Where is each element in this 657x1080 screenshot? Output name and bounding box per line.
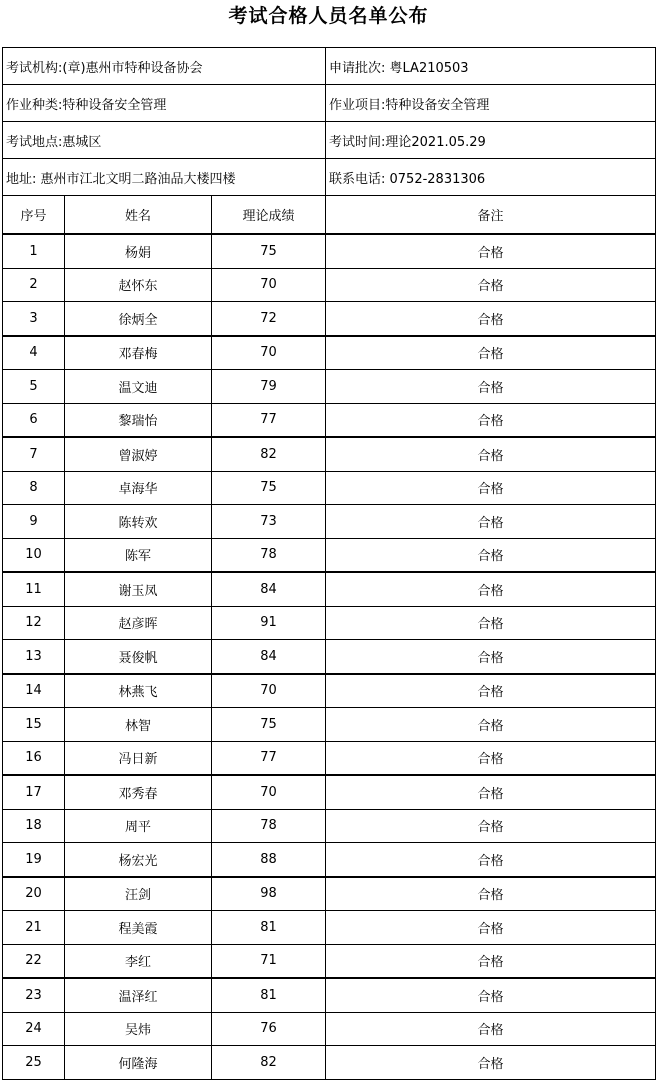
row-name-cell: 林燕飞 — [65, 674, 212, 708]
row-remark-cell: 合格 — [326, 775, 656, 809]
table-row — [3, 370, 656, 404]
work-type-cell: 作业种类:特种设备安全管理 — [3, 85, 326, 122]
info-row-3 — [3, 122, 656, 159]
row-seq-cell: 20 — [3, 877, 65, 911]
row-remark-cell: 合格 — [326, 843, 656, 877]
row-name-cell: 卓海华 — [65, 471, 212, 505]
table-row — [3, 505, 656, 539]
header-name: 姓名 — [65, 196, 212, 235]
page-title: 考试合格人员名单公布 — [228, 5, 429, 27]
row-score-cell: 75 — [212, 471, 326, 505]
row-seq-cell: 5 — [3, 370, 65, 404]
row-seq-cell: 2 — [3, 268, 65, 302]
row-name-cell: 林智 — [65, 708, 212, 742]
table-row — [3, 302, 656, 336]
table-row — [3, 775, 656, 809]
row-name-cell: 谢玉凤 — [65, 572, 212, 606]
row-name-cell: 周平 — [65, 809, 212, 843]
row-score-cell: 70 — [212, 775, 326, 809]
row-name-cell: 温泽红 — [65, 978, 212, 1012]
row-remark-cell: 合格 — [326, 505, 656, 539]
row-score-cell: 70 — [212, 336, 326, 370]
row-score-cell: 73 — [212, 505, 326, 539]
header-seq: 序号 — [3, 196, 65, 235]
row-remark-cell: 合格 — [326, 538, 656, 572]
table-row — [3, 640, 656, 674]
row-score-cell: 75 — [212, 234, 326, 268]
row-name-cell: 程美霞 — [65, 911, 212, 945]
row-score-cell: 72 — [212, 302, 326, 336]
row-remark-cell: 合格 — [326, 268, 656, 302]
phone-cell: 联系电话: 0752-2831306 — [326, 159, 656, 196]
row-seq-cell: 15 — [3, 708, 65, 742]
row-score-cell: 70 — [212, 268, 326, 302]
row-seq-cell: 1 — [3, 234, 65, 268]
row-remark-cell: 合格 — [326, 606, 656, 640]
row-name-cell: 吴炜 — [65, 1012, 212, 1046]
table-row — [3, 403, 656, 437]
row-seq-cell: 7 — [3, 437, 65, 471]
exam-location-cell: 考试地点:惠城区 — [3, 122, 326, 159]
row-name-cell: 陈军 — [65, 538, 212, 572]
row-name-cell: 杨宏光 — [65, 843, 212, 877]
table-row — [3, 437, 656, 471]
row-remark-cell: 合格 — [326, 1046, 656, 1080]
row-remark-cell: 合格 — [326, 708, 656, 742]
row-name-cell: 邓秀春 — [65, 775, 212, 809]
row-score-cell: 88 — [212, 843, 326, 877]
row-score-cell: 84 — [212, 640, 326, 674]
table-row — [3, 944, 656, 978]
row-name-cell: 邓春梅 — [65, 336, 212, 370]
row-name-cell: 杨娟 — [65, 234, 212, 268]
row-seq-cell: 12 — [3, 606, 65, 640]
row-remark-cell: 合格 — [326, 471, 656, 505]
table-row — [3, 268, 656, 302]
row-score-cell: 77 — [212, 403, 326, 437]
row-score-cell: 76 — [212, 1012, 326, 1046]
table-row — [3, 572, 656, 606]
table-row — [3, 843, 656, 877]
row-name-cell: 徐炳全 — [65, 302, 212, 336]
row-seq-cell: 13 — [3, 640, 65, 674]
row-name-cell: 何隆海 — [65, 1046, 212, 1080]
info-row-2 — [3, 85, 656, 122]
row-remark-cell: 合格 — [326, 877, 656, 911]
table-row — [3, 471, 656, 505]
table-row — [3, 911, 656, 945]
row-seq-cell: 21 — [3, 911, 65, 945]
row-name-cell: 温文迪 — [65, 370, 212, 404]
row-name-cell: 赵怀东 — [65, 268, 212, 302]
info-row-1 — [3, 48, 656, 85]
row-score-cell: 79 — [212, 370, 326, 404]
work-item-cell: 作业项目:特种设备安全管理 — [326, 85, 656, 122]
header-score: 理论成绩 — [212, 196, 326, 235]
row-name-cell: 聂俊帆 — [65, 640, 212, 674]
row-seq-cell: 14 — [3, 674, 65, 708]
row-name-cell: 李红 — [65, 944, 212, 978]
info-row-4 — [3, 159, 656, 196]
table-row — [3, 606, 656, 640]
row-seq-cell: 6 — [3, 403, 65, 437]
row-name-cell: 汪剑 — [65, 877, 212, 911]
row-name-cell: 赵彦晖 — [65, 606, 212, 640]
row-score-cell: 82 — [212, 437, 326, 471]
row-score-cell: 91 — [212, 606, 326, 640]
row-score-cell: 78 — [212, 809, 326, 843]
row-remark-cell: 合格 — [326, 437, 656, 471]
row-seq-cell: 23 — [3, 978, 65, 1012]
row-score-cell: 81 — [212, 978, 326, 1012]
header-remark: 备注 — [326, 196, 656, 235]
row-remark-cell: 合格 — [326, 809, 656, 843]
row-score-cell: 75 — [212, 708, 326, 742]
row-score-cell: 77 — [212, 741, 326, 775]
table-row — [3, 336, 656, 370]
row-score-cell: 70 — [212, 674, 326, 708]
row-remark-cell: 合格 — [326, 1012, 656, 1046]
row-seq-cell: 4 — [3, 336, 65, 370]
address-cell: 地址: 惠州市江北文明二路油品大楼四楼 — [3, 159, 326, 196]
table-row — [3, 978, 656, 1012]
row-score-cell: 84 — [212, 572, 326, 606]
row-seq-cell: 10 — [3, 538, 65, 572]
table-row — [3, 538, 656, 572]
row-seq-cell: 8 — [3, 471, 65, 505]
row-seq-cell: 24 — [3, 1012, 65, 1046]
row-name-cell: 曾淑婷 — [65, 437, 212, 471]
row-remark-cell: 合格 — [326, 674, 656, 708]
row-score-cell: 71 — [212, 944, 326, 978]
row-seq-cell: 19 — [3, 843, 65, 877]
row-seq-cell: 25 — [3, 1046, 65, 1080]
row-score-cell: 81 — [212, 911, 326, 945]
row-remark-cell: 合格 — [326, 978, 656, 1012]
approval-no-cell: 申请批次: 粤LA210503 — [326, 48, 656, 85]
row-name-cell: 黎瑞怡 — [65, 403, 212, 437]
row-seq-cell: 16 — [3, 741, 65, 775]
row-seq-cell: 18 — [3, 809, 65, 843]
row-remark-cell: 合格 — [326, 640, 656, 674]
results-table — [2, 47, 656, 1080]
table-header-row — [3, 196, 656, 235]
row-remark-cell: 合格 — [326, 403, 656, 437]
exam-org-cell: 考试机构:(章)惠州市特种设备协会 — [3, 48, 326, 85]
row-score-cell: 78 — [212, 538, 326, 572]
table-row — [3, 234, 656, 268]
row-seq-cell: 11 — [3, 572, 65, 606]
table-row — [3, 809, 656, 843]
row-remark-cell: 合格 — [326, 572, 656, 606]
row-remark-cell: 合格 — [326, 234, 656, 268]
row-remark-cell: 合格 — [326, 741, 656, 775]
table-row — [3, 741, 656, 775]
row-remark-cell: 合格 — [326, 911, 656, 945]
row-remark-cell: 合格 — [326, 370, 656, 404]
table-row — [3, 877, 656, 911]
row-seq-cell: 9 — [3, 505, 65, 539]
table-row — [3, 708, 656, 742]
row-score-cell: 82 — [212, 1046, 326, 1080]
table-row — [3, 674, 656, 708]
row-seq-cell: 17 — [3, 775, 65, 809]
row-remark-cell: 合格 — [326, 944, 656, 978]
row-score-cell: 98 — [212, 877, 326, 911]
row-remark-cell: 合格 — [326, 302, 656, 336]
row-remark-cell: 合格 — [326, 336, 656, 370]
row-name-cell: 冯日新 — [65, 741, 212, 775]
row-name-cell: 陈转欢 — [65, 505, 212, 539]
row-seq-cell: 22 — [3, 944, 65, 978]
row-seq-cell: 3 — [3, 302, 65, 336]
table-row — [3, 1012, 656, 1046]
exam-time-cell: 考试时间:理论2021.05.29 — [326, 122, 656, 159]
